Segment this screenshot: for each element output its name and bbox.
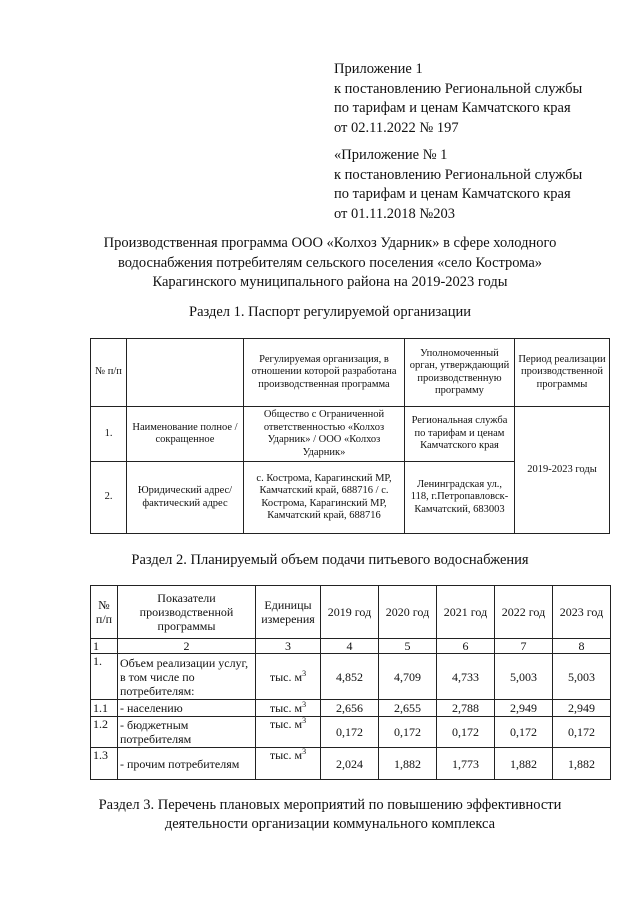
section2-heading: Раздел 2. Планируемый объем подачи питьевого водоснабжения	[131, 552, 529, 568]
row-num: 1.1	[91, 700, 118, 717]
row-value: 1,882	[495, 748, 553, 780]
row-org: с. Кострома, Карагинский МР, Камчатский край, 688716 / с. Кострома, Карагинский МР, Камчатский край, 688716	[244, 462, 405, 534]
row-unit	[256, 748, 321, 780]
row-value: 2,788	[437, 700, 495, 717]
appendix-line: к постановлению Региональной службы	[334, 166, 583, 183]
unit-exponent: 3	[302, 747, 307, 756]
passport-row	[91, 407, 610, 462]
col-number: 8	[553, 639, 611, 654]
volume-header-row	[91, 586, 611, 639]
row-unit	[256, 654, 321, 700]
col-number: 5	[379, 639, 437, 654]
header-authority: Уполномоченный орган, утверждающий производственную программу	[405, 339, 515, 407]
row-value: 4,709	[379, 654, 437, 700]
row-unit	[256, 717, 321, 748]
unit-text: тыс. м	[269, 701, 303, 715]
appendix-line: по тарифам и ценам Камчатского края	[334, 186, 571, 202]
unit-exponent: 3	[302, 716, 307, 725]
row-value: 0,172	[553, 717, 611, 748]
header-year: 2020 год	[379, 586, 437, 639]
title-line: водоснабжения потребителям сельского поселения «село Кострома»	[117, 254, 543, 271]
document-title	[60, 234, 600, 293]
col-number: 4	[321, 639, 379, 654]
header-year: 2023 год	[553, 586, 611, 639]
appendix-line: к постановлению Региональной службы	[334, 80, 583, 97]
row-value: 1,773	[437, 748, 495, 780]
volume-row	[91, 748, 611, 780]
row-value: 2,949	[495, 700, 553, 717]
row-authority: Региональная служба по тарифам и ценам Камчатского края	[405, 407, 515, 462]
row-num: 2.	[91, 462, 127, 534]
row-value: 2,024	[321, 748, 379, 780]
row-value: 2,655	[379, 700, 437, 717]
section3-heading-line: деятельности организации коммунального комплекса	[164, 816, 496, 832]
col-number: 3	[256, 639, 321, 654]
passport-header-row	[91, 339, 610, 407]
volume-table	[90, 585, 611, 780]
unit-text: тыс. м	[269, 717, 303, 731]
appendix-line: от 02.11.2022 № 197	[334, 119, 459, 136]
header-num: № п/п	[91, 339, 127, 407]
row-value: 0,172	[321, 717, 379, 748]
row-num: 1.	[91, 654, 118, 700]
passport-table	[90, 338, 610, 534]
col-number: 1	[91, 639, 118, 654]
appendix-original-block	[334, 146, 582, 224]
row-num: 1.	[91, 407, 127, 462]
row-value: 4,852	[321, 654, 379, 700]
row-value: 2,949	[553, 700, 611, 717]
row-value: 1,882	[553, 748, 611, 780]
header-num: № п/п	[91, 586, 118, 639]
title-line: Производственная программа ООО «Колхоз Ударник» в сфере холодного	[103, 235, 557, 251]
row-value: 4,733	[437, 654, 495, 700]
row-label: - населению	[118, 700, 256, 717]
row-label: Наименование полное / сокращенное	[127, 407, 244, 462]
appendix-line: Приложение 1	[334, 61, 423, 77]
column-number-row	[91, 639, 611, 654]
row-value: 0,172	[495, 717, 553, 748]
appendix-line: «Приложение № 1	[334, 147, 448, 163]
unit-exponent: 3	[302, 700, 307, 709]
volume-row	[91, 654, 611, 700]
row-value: 0,172	[437, 717, 495, 748]
row-value: 5,003	[553, 654, 611, 700]
appendix-current-block	[334, 60, 582, 138]
header-period: Период реализации производственной программы	[515, 339, 610, 407]
col-number: 2	[118, 639, 256, 654]
row-label: - прочим потребителям	[118, 748, 256, 780]
row-num: 1.3	[91, 748, 118, 780]
header-year: 2022 год	[495, 586, 553, 639]
section1-heading: Раздел 1. Паспорт регулируемой организации	[189, 304, 471, 320]
row-value: 0,172	[379, 717, 437, 748]
header-empty	[127, 339, 244, 407]
title-line: Карагинского муниципального района на 2019-2023 годы	[152, 274, 508, 290]
row-num: 1.2	[91, 717, 118, 748]
section3-heading	[40, 796, 620, 834]
header-year: 2019 год	[321, 586, 379, 639]
section3-heading-line: Раздел 3. Перечень плановых мероприятий по повышению эффективности	[98, 797, 562, 813]
row-value: 2,656	[321, 700, 379, 717]
header-unit: Единицы измерения	[256, 586, 321, 639]
col-number: 7	[495, 639, 553, 654]
row-unit	[256, 700, 321, 717]
period-cell: 2019-2023 годы	[515, 407, 610, 534]
volume-row	[91, 700, 611, 717]
appendix-line: от 01.11.2018 №203	[334, 205, 455, 222]
header-year: 2021 год	[437, 586, 495, 639]
unit-exponent: 3	[302, 668, 307, 678]
row-label: Юридический адрес/фактический адрес	[127, 462, 244, 534]
row-label: - бюджетным потребителям	[118, 717, 256, 748]
row-org: Общество с Ограниченной ответственностью «Колхоз Ударник» / ООО «Колхоз Ударник»	[244, 407, 405, 462]
row-value: 5,003	[495, 654, 553, 700]
col-number: 6	[437, 639, 495, 654]
unit-text: тыс. м	[269, 748, 303, 762]
unit-text: тыс. м	[269, 669, 303, 684]
header-org: Регулируемая организация, в отношении которой разработана производственная программа	[244, 339, 405, 407]
header-indicator: Показатели производственной программы	[118, 586, 256, 639]
appendix-line: по тарифам и ценам Камчатского края	[334, 100, 571, 116]
row-authority: Ленинградская ул., 118, г.Петропавловск-Камчатский, 683003	[405, 462, 515, 534]
volume-row	[91, 717, 611, 748]
row-value: 1,882	[379, 748, 437, 780]
row-label: Объем реализации услуг, в том числе по потребителям:	[118, 654, 256, 700]
